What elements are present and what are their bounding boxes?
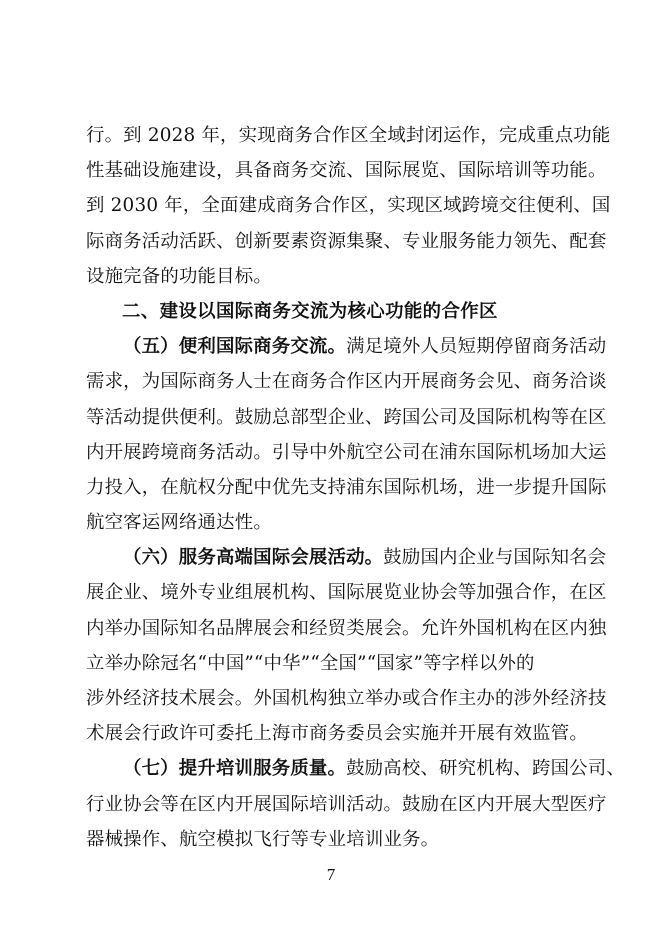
body-line: 需求，为国际商务人士在商务合作区内开展商务会见、商务洽谈: [86, 371, 607, 393]
page-body: [86, 118, 625, 857]
body-line: 力投入，在航权分配中优先支持浦东国际机场，进一步提升国际: [86, 476, 607, 498]
section-heading: 二、建设以国际商务交流为核心功能的合作区: [122, 300, 498, 322]
paragraph-first-line: [86, 329, 607, 364]
body-line: 立举办除冠名“中国”“中华”“全国”“国家”等字样以外的: [86, 652, 535, 674]
body-line: 内开展跨境商务活动。引导中外航空公司在浦东国际机场加大运: [86, 441, 607, 463]
body-line: 设施完备的功能目标。: [86, 265, 272, 287]
body-line: 性基础设施建设，具备商务交流、国际展览、国际培训等功能。: [86, 160, 607, 182]
paragraph-first-line: [86, 540, 607, 575]
body-line: 等活动提供便利。鼓励总部型企业、跨国公司及国际机构等在区: [86, 406, 607, 428]
body-line: 涉外经济技术展会。外国机构独立举办或合作主办的涉外经济技: [86, 688, 607, 709]
paragraph-lead: （六）服务高端国际会展活动。: [123, 547, 384, 569]
body-line: 行业协会等在区内开展国际培训活动。鼓励在区内开展大型医疗: [86, 793, 607, 815]
body-line: 内举办国际知名品牌展会和经贸类展会。允许外国机构在区内独: [86, 617, 607, 639]
paragraph-lead: （五）便利国际商务交流。: [123, 336, 347, 358]
body-line: 际商务活动活跃、创新要素资源集聚、专业服务能力领先、配套: [86, 230, 607, 252]
paragraph-text: 满足境外人员短期停留商务活动: [346, 336, 607, 358]
body-line: 术展会行政许可委托上海市商务委员会实施并开展有效监管。: [86, 723, 588, 745]
paragraph-text: 鼓励国内企业与国际知名会: [383, 547, 607, 569]
body-line: 展企业、境外专业组展机构、国际展览业协会等加强合作，在区: [86, 582, 607, 604]
body-line: 行。到 2028 年，实现商务合作区全域封闭运作，完成重点功能: [86, 125, 611, 146]
body-line: 航空客运网络通达性。: [86, 512, 272, 534]
paragraph-first-line: [86, 751, 625, 786]
body-line: 器械操作、航空模拟飞行等专业培训业务。: [86, 828, 440, 850]
page-number: 7: [326, 865, 336, 884]
body-line: 到 2030 年，全面建成商务合作区，实现区域跨境交往便利、国: [86, 195, 611, 217]
paragraph-text: 鼓励高校、研究机构、跨国公司、: [346, 758, 625, 780]
paragraph-lead: （七）提升培训服务质量。: [123, 758, 347, 780]
